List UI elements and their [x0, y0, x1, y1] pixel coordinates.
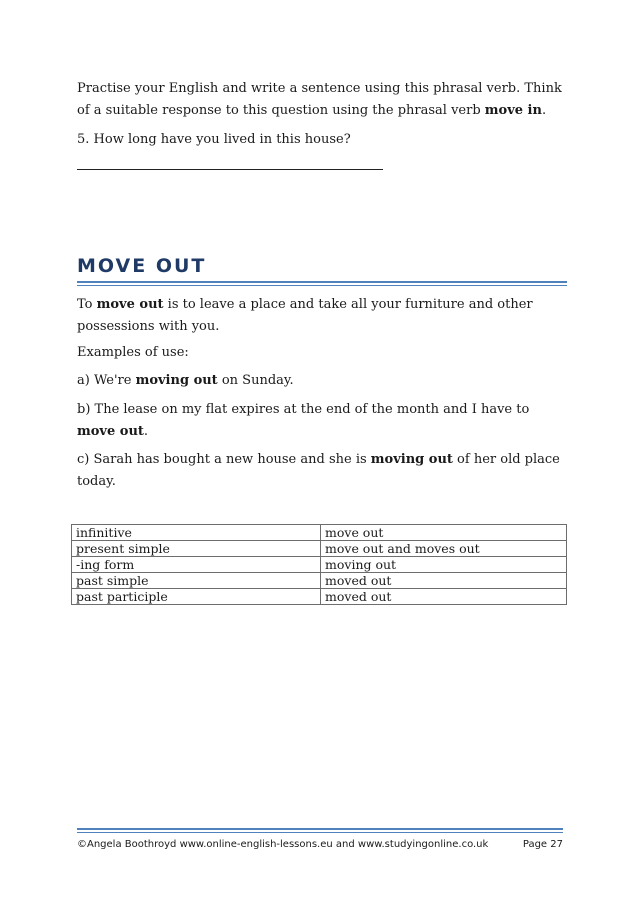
example-c: [77, 449, 567, 493]
form-value-cell: move out: [321, 525, 567, 541]
footer-rule-thin: [77, 832, 563, 833]
practice-question: 5. How long have you lived in this house?: [77, 132, 351, 147]
definition-text-start: To: [77, 297, 97, 312]
table-row: [72, 573, 567, 589]
practice-instruction-text: Practise your English and write a sentence using this phrasal verb. Think of a suitable response to this question using the phrasal verb: [77, 81, 562, 118]
practice-instruction-end: .: [541, 103, 547, 118]
example-a-pre: a) We're: [77, 373, 136, 388]
practice-phrasal-verb: move in: [484, 103, 542, 118]
heading-rule: [77, 281, 567, 283]
example-c-bold: moving out: [370, 452, 453, 467]
example-a: [77, 370, 567, 392]
example-b: [77, 399, 567, 443]
form-name-cell: past participle: [72, 589, 321, 605]
definition: [77, 294, 567, 338]
table-row: [72, 541, 567, 557]
form-value-cell: moved out: [321, 573, 567, 589]
form-value-cell: move out and moves out: [321, 541, 567, 557]
form-name-cell: -ing form: [72, 557, 321, 573]
table-row: [72, 589, 567, 605]
heading-rule-thin: [77, 285, 567, 286]
example-a-post: on Sunday.: [217, 373, 294, 388]
definition-text-end: is to leave a place and take all your furniture and other possessions with you.: [77, 297, 533, 334]
example-b-pre: b) The lease on my flat expires at the end of the month and I have to: [77, 402, 530, 417]
answer-line[interactable]: [77, 168, 383, 170]
table-row: [72, 525, 567, 541]
definition-phrasal-verb: move out: [96, 297, 164, 312]
form-name-cell: present simple: [72, 541, 321, 557]
footer-rule: [77, 828, 563, 830]
examples-label: Examples of use:: [77, 345, 189, 360]
form-name-cell: past simple: [72, 573, 321, 589]
page-footer: [77, 839, 563, 850]
example-b-bold: move out: [77, 424, 144, 439]
answer-line-text: [77, 158, 383, 166]
table-row: [72, 557, 567, 573]
footer-copyright: ©Angela Boothroyd www.online-english-lessons.eu and www.studyingonline.co.uk: [77, 839, 489, 850]
example-a-bold: moving out: [135, 373, 218, 388]
form-name-cell: infinitive: [72, 525, 321, 541]
practice-instruction: [77, 78, 567, 122]
verb-forms-table: [71, 524, 567, 605]
form-value-cell: moved out: [321, 589, 567, 605]
page-number: Page 27: [522, 839, 563, 850]
example-c-pre: c) Sarah has bought a new house and she is: [77, 452, 371, 467]
section-heading: MOVE OUT: [77, 255, 207, 277]
example-b-post: .: [143, 424, 149, 439]
example-c-post: of her old place today.: [77, 452, 560, 489]
form-value-cell: moving out: [321, 557, 567, 573]
